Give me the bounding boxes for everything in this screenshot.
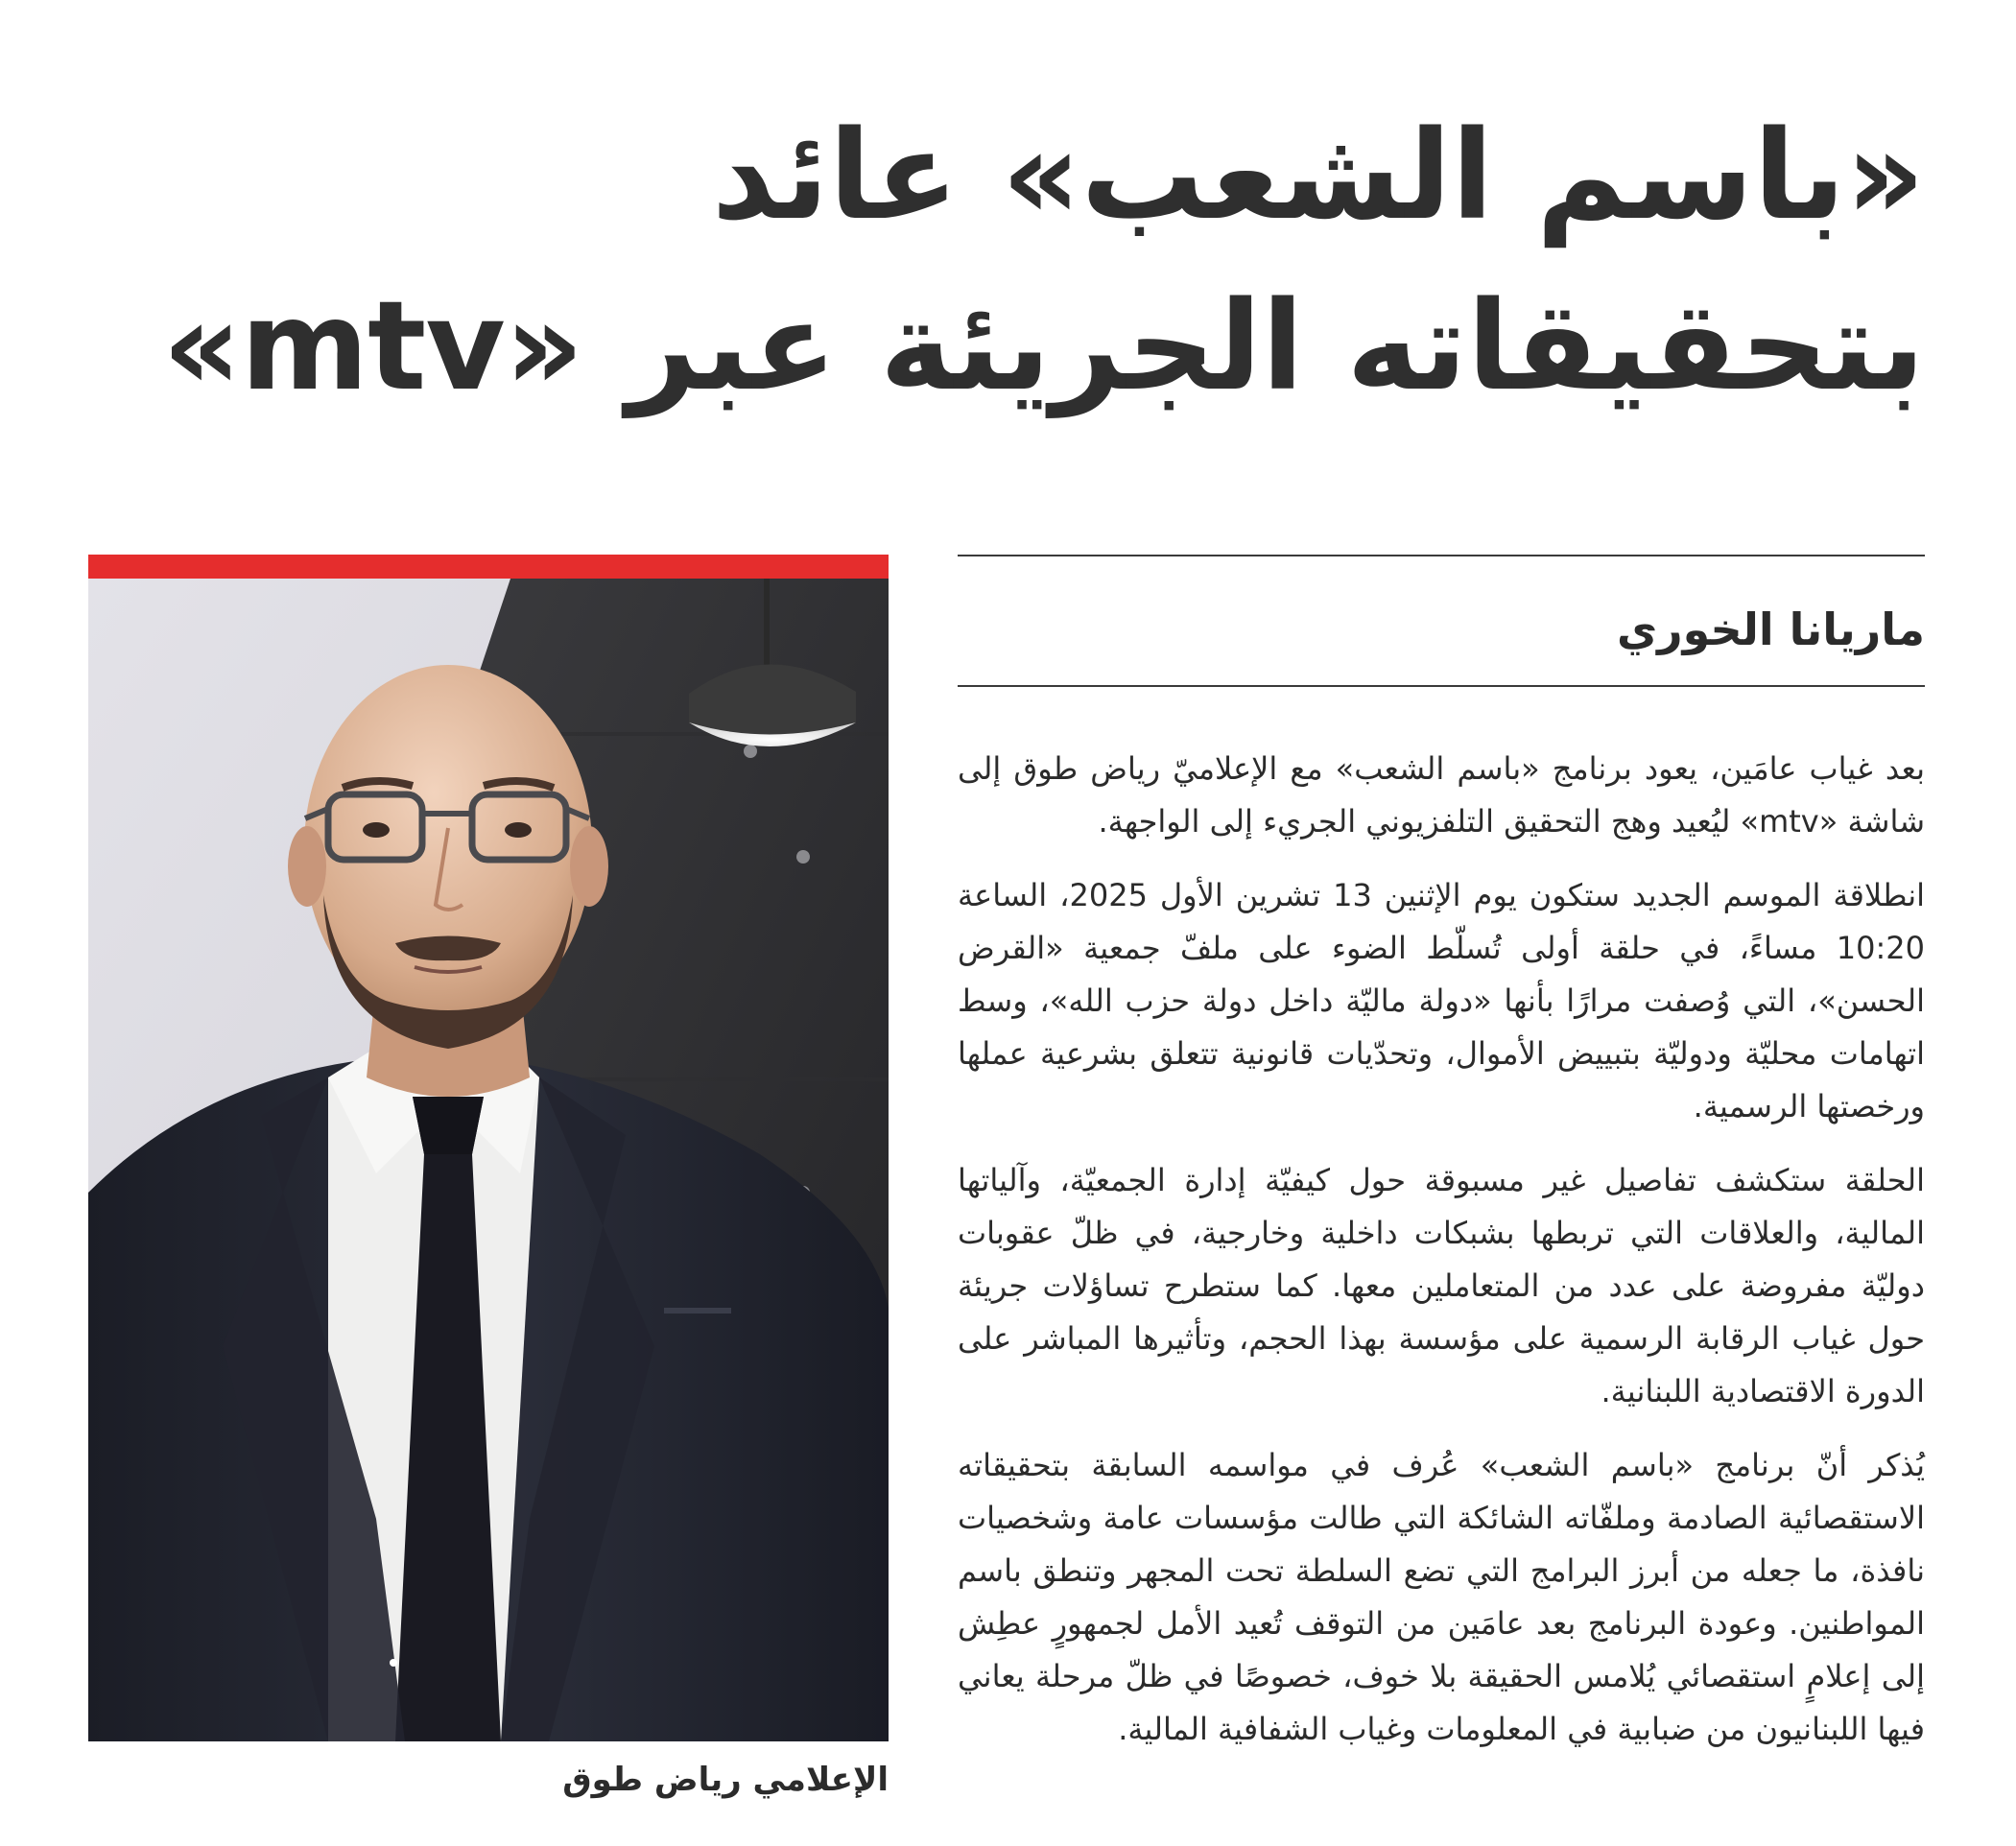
article-body (958, 743, 1925, 1756)
article-paragraph-4: يُذكر أنّ برنامج «باسم الشعب» عُرف في مواسمه السابقة بتحقيقاته الاستقصائية الصادمة وملفّاته الشائكة التي طالت مؤسسات عامة وشخصيات نافذة، ما جعله من أبرز البرامج التي تضع السلطة تحت المجهر وتنطق باسم المواطنين. وعودة البرنامج بعد عامَين من التوقف تُعيد الأمل لجمهورٍ عطِش إلى إعلامٍ استقصائي يُلامس الحقيقة بلا خوف، خصوصًا في ظلّ مرحلة يعاني فيها اللبنانيون من ضبابية في المعلومات وغياب الشفافية المالية. (958, 1447, 1925, 1747)
author-name: ماريانا الخوري (1616, 604, 1925, 655)
headline-line-1: «باسم الشعب» عائد (711, 105, 1925, 248)
photo-accent-bar (88, 555, 889, 579)
article-paragraph-1: بعد غياب عامَين، يعود برنامج «باسم الشعب» مع الإعلاميّ رياض طوق إلى شاشة «mtv» ليُعيد وهج التحقيق التلفزيوني الجريء إلى الواجهة. (958, 750, 1925, 840)
headline-line-2: بتحقيقاته الجريئة عبر «mtv» (162, 275, 1925, 418)
portrait-photo (88, 579, 889, 1741)
text-column (958, 555, 1925, 1777)
article-paragraph-3: الحلقة ستكشف تفاصيل غير مسبوقة حول كيفيّة إدارة الجمعيّة، وآلياتها المالية، والعلاقات التي تربطها بشبكات داخلية وخارجية، في ظلّ عقوبات دوليّة مفروضة على عدد من المتعاملين معها. كما ستطرح تساؤلات جريئة حول غياب الرقابة الرسمية على مؤسسة بهذا الحجم، وتأثيرها المباشر على الدورة الاقتصادية اللبنانية. (958, 1162, 1925, 1409)
article-paragraph-2: انطلاقة الموسم الجديد ستكون يوم الإثنين 13 تشرين الأول 2025، الساعة 10:20 مساءً، في حلقة أولى تُسلّط الضوء على ملفّ جمعية «القرض الحسن»، التي وُصفت مرارًا بأنها «دولة ماليّة داخل دولة حزب الله»، وسط اتهامات محليّة ودوليّة بتبييض الأموال، وتحدّيات قانونية تتعلق بشرعية عملها ورخصتها الرسمية. (958, 877, 1926, 1124)
photo-caption: الإعلامي رياض طوق (562, 1761, 889, 1799)
byline-bottom-rule (958, 685, 1925, 687)
headline (54, 91, 1925, 433)
photo-block (88, 555, 889, 1801)
